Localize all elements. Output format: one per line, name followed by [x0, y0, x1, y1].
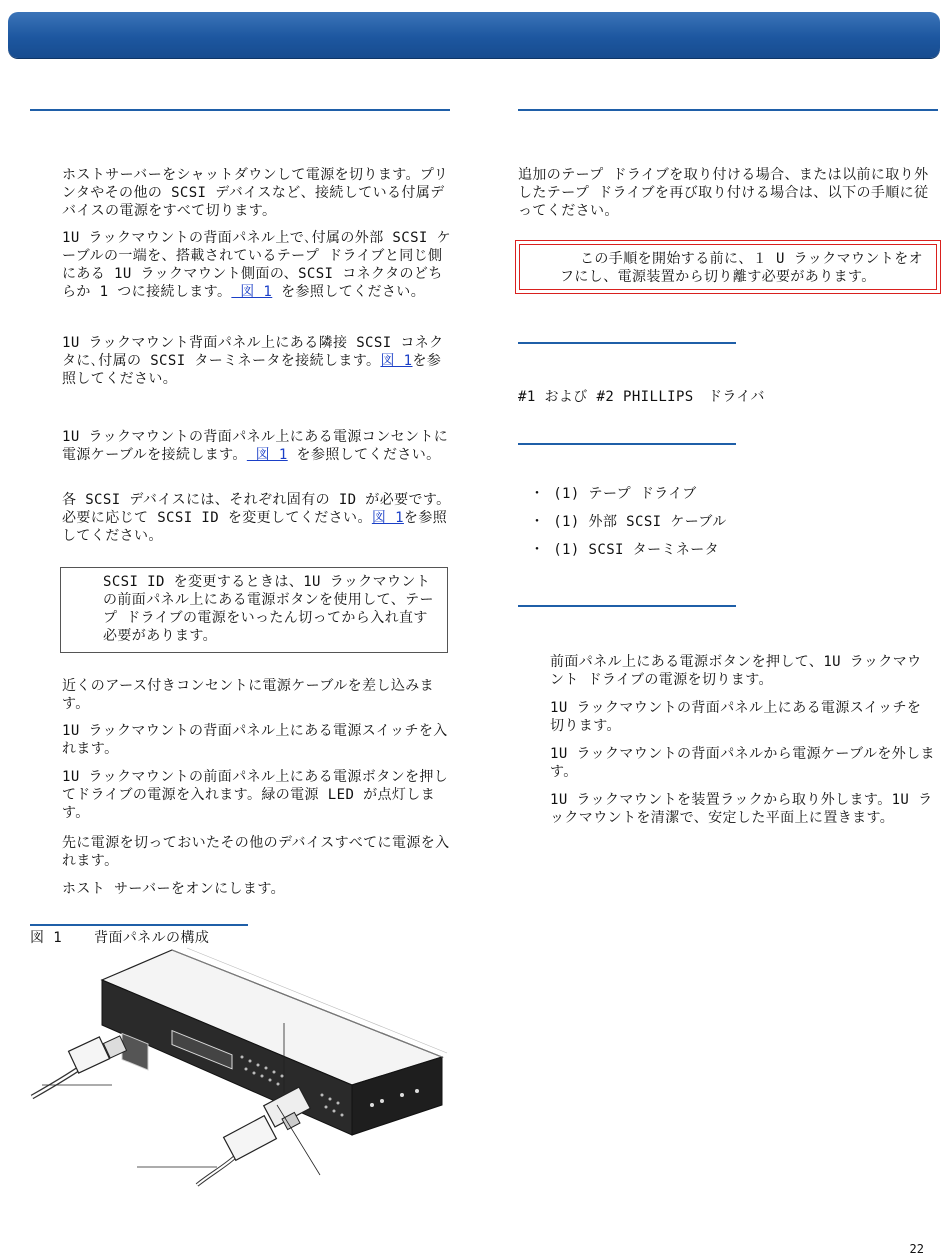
warning-text	[560, 250, 930, 286]
section-rule	[518, 109, 938, 111]
paragraph: #1 および #2 PHILLIPS ドライバ	[518, 389, 765, 405]
paragraph: 1U ラックマウントを装置ラックから取り外します。1U ラックマウントを清潔で、安定した平面上に置きます。	[550, 792, 933, 826]
paragraph: ホストサーバーをシャットダウンして電源を切ります。プリンタやその他の SCSI デバイスなど、接続している付属デバイスの電源をすべて切ります。	[62, 167, 449, 219]
removal-step-2	[550, 699, 935, 735]
paragraph-text: 1U ラックマウントの背面パネル上にある電源コンセントに電源ケーブルを接続します。	[62, 429, 449, 463]
paragraph-text: を参照してください。	[287, 447, 441, 463]
paragraph-text: を参照してください。	[62, 510, 448, 544]
step-power-switch-on	[62, 722, 452, 758]
removal-step-4	[550, 791, 935, 827]
rear-panel-illustration	[22, 945, 452, 1195]
step-host-on	[62, 880, 452, 898]
paragraph: 先に電源を切っておいたその他のデバイスすべてに電源を入れます。	[62, 835, 450, 869]
step-connect-terminator	[62, 334, 452, 388]
figure-1-link[interactable]: 図 1	[380, 353, 413, 369]
paragraph: 1U ラックマウントの背面パネルから電源ケーブルを外します。	[550, 746, 935, 780]
figure-1-link[interactable]: 図 1	[371, 510, 404, 526]
paragraph	[62, 334, 452, 388]
step-plug-outlet	[62, 677, 452, 713]
section-rule	[518, 342, 736, 344]
tools-text	[518, 388, 938, 406]
step-connect-cable	[62, 229, 452, 301]
step-scsi-id	[62, 491, 452, 545]
power-plug	[69, 1037, 110, 1073]
list-item: ・ (1) SCSI ターミネータ	[530, 542, 720, 558]
figure-label: 図 1	[30, 930, 63, 946]
paragraph	[62, 229, 452, 301]
step-power-button-on	[62, 768, 452, 822]
step-shutdown-host	[62, 166, 452, 220]
figure-1-link[interactable]: 図 1	[231, 284, 273, 300]
section-rule	[518, 443, 736, 445]
paragraph-text: 各 SCSI デバイスには、それぞれ固有の ID が必要です。必要に応じて SCSI ID を変更してください。	[62, 492, 451, 526]
header-banner	[8, 12, 940, 58]
paragraph	[62, 428, 452, 464]
paragraph-text: を参照してください。	[272, 284, 426, 300]
paragraph	[62, 491, 452, 545]
paragraph: 1U ラックマウントの背面パネル上にある電源スイッチを切ります。	[550, 700, 922, 734]
scsi-connector	[224, 1116, 277, 1161]
note-text	[103, 573, 441, 645]
items-list	[530, 485, 930, 569]
note-paragraph: SCSI ID を変更するときは、1U ラックマウントの前面パネル上にある電源ボタンを使用して、テープ ドライブの電源をいったん切ってから入れ直す必要があります。	[103, 574, 434, 644]
figure-title: 背面パネルの構成	[94, 930, 210, 946]
step-connect-power	[62, 428, 452, 464]
list-item: ・ (1) 外部 SCSI ケーブル	[530, 514, 727, 530]
warning-paragraph: この手順を開始する前に、１ U ラックマウントをオフにし、電源装置から切り離す必要があります。	[560, 251, 924, 285]
step-power-other-devices	[62, 834, 452, 870]
paragraph: 前面パネル上にある電源ボタンを押して、1U ラックマウント ドライブの電源を切ります。	[550, 654, 922, 688]
section-rule	[518, 605, 736, 607]
paragraph: 追加のテープ ドライブを取り付ける場合、または以前に取り外したテープ ドライブを再び取り付ける場合は、以下の手順に従ってください。	[518, 167, 929, 219]
page-number: 22	[909, 1242, 924, 1256]
figure-rule	[30, 924, 248, 926]
paragraph-text: 1U ラックマウント背面パネル上にある隣接 SCSI コネクタに､付属の SCSI ターミネータを接続します。	[62, 335, 444, 369]
section-rule	[30, 109, 450, 111]
removal-step-1	[550, 653, 935, 689]
paragraph: ホスト サーバーをオンにします。	[62, 881, 286, 897]
paragraph-text: 1U ラックマウントの背面パネル上で､付属の外部 SCSI ケーブルの一端を、搭載されているテープ ドライブと同じ側にある 1U ラックマウント側面の、SCSI コネクタのどちらか 1 つに接続します。	[62, 230, 451, 300]
intro-text	[518, 166, 938, 220]
paragraph: 1U ラックマウントの背面パネル上にある電源スイッチを入れます。	[62, 723, 448, 757]
removal-step-3	[550, 745, 935, 781]
figure-1-link[interactable]: 図 1	[246, 447, 288, 463]
paragraph-text: を参照してください。	[62, 353, 442, 387]
paragraph: 1U ラックマウントの前面パネル上にある電源ボタンを押してドライブの電源を入れます。緑の電源 LED が点灯します。	[62, 769, 449, 821]
paragraph: 近くのアース付きコンセントに電源ケーブルを差し込みます。	[62, 678, 435, 712]
list-item: ・ (1) テープ ドライブ	[530, 486, 697, 502]
